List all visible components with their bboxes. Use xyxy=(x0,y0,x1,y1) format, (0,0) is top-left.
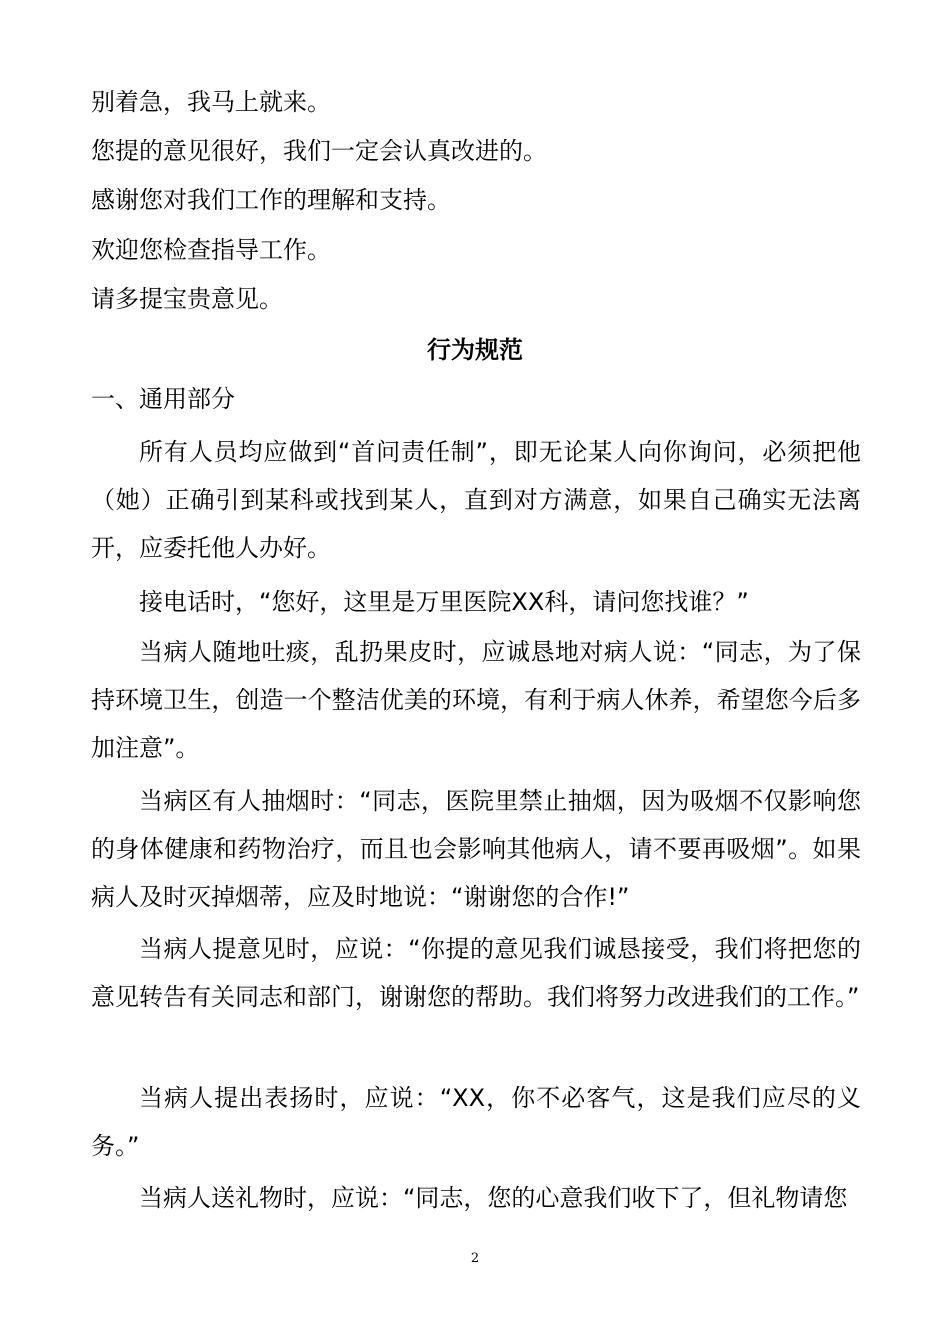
intro-line: 别着急，我马上就来。 xyxy=(91,88,331,116)
body-paragraph: 当病区有人抽烟时：“同志，医院里禁止抽烟，因为吸烟不仅影响您的身体健康和药物治疗，而且也会影响其他病人，请不要再吸烟”。如果病人及时灭掉烟蒂，应及时地说：“谢谢您的合作!” xyxy=(91,787,861,911)
intro-line: 感谢您对我们工作的理解和支持。 xyxy=(91,186,451,214)
intro-line: 请多提宝贵意见。 xyxy=(91,285,283,313)
page-number: 2 xyxy=(470,1251,480,1266)
section-heading: 一、通用部分 xyxy=(91,385,235,413)
body-paragraph: 接电话时，“您好，这里是万里医院XX科，请问您找谁？” xyxy=(139,588,749,616)
body-paragraph: 所有人员均应做到“首问责任制”，即无论某人向你询问，必须把他（她）正确引到某科或找到某人，直到对方满意，如果自己确实无法离开，应委托他人办好。 xyxy=(91,438,861,562)
document-title: 行为规范 xyxy=(427,336,523,364)
body-paragraph: 当病人提意见时，应说：“你提的意见我们诚恳接受，我们将把您的意见转告有关同志和部门，谢谢您的帮助。我们将努力改进我们的工作。” xyxy=(91,935,861,1011)
body-paragraph: 当病人提出表扬时，应说：“XX，你不必客气，这是我们应尽的义务。” xyxy=(91,1084,861,1160)
intro-line: 您提的意见很好，我们一定会认真改进的。 xyxy=(91,137,547,165)
intro-line: 欢迎您检查指导工作。 xyxy=(91,236,331,264)
body-paragraph: 当病人送礼物时，应说：“同志，您的心意我们收下了，但礼物请您 xyxy=(139,1184,848,1212)
body-paragraph: 当病人随地吐痰，乱扔果皮时，应诚恳地对病人说：“同志，为了保持环境卫生，创造一个整洁优美的环境，有利于病人休养，希望您今后多加注意”。 xyxy=(91,638,861,762)
